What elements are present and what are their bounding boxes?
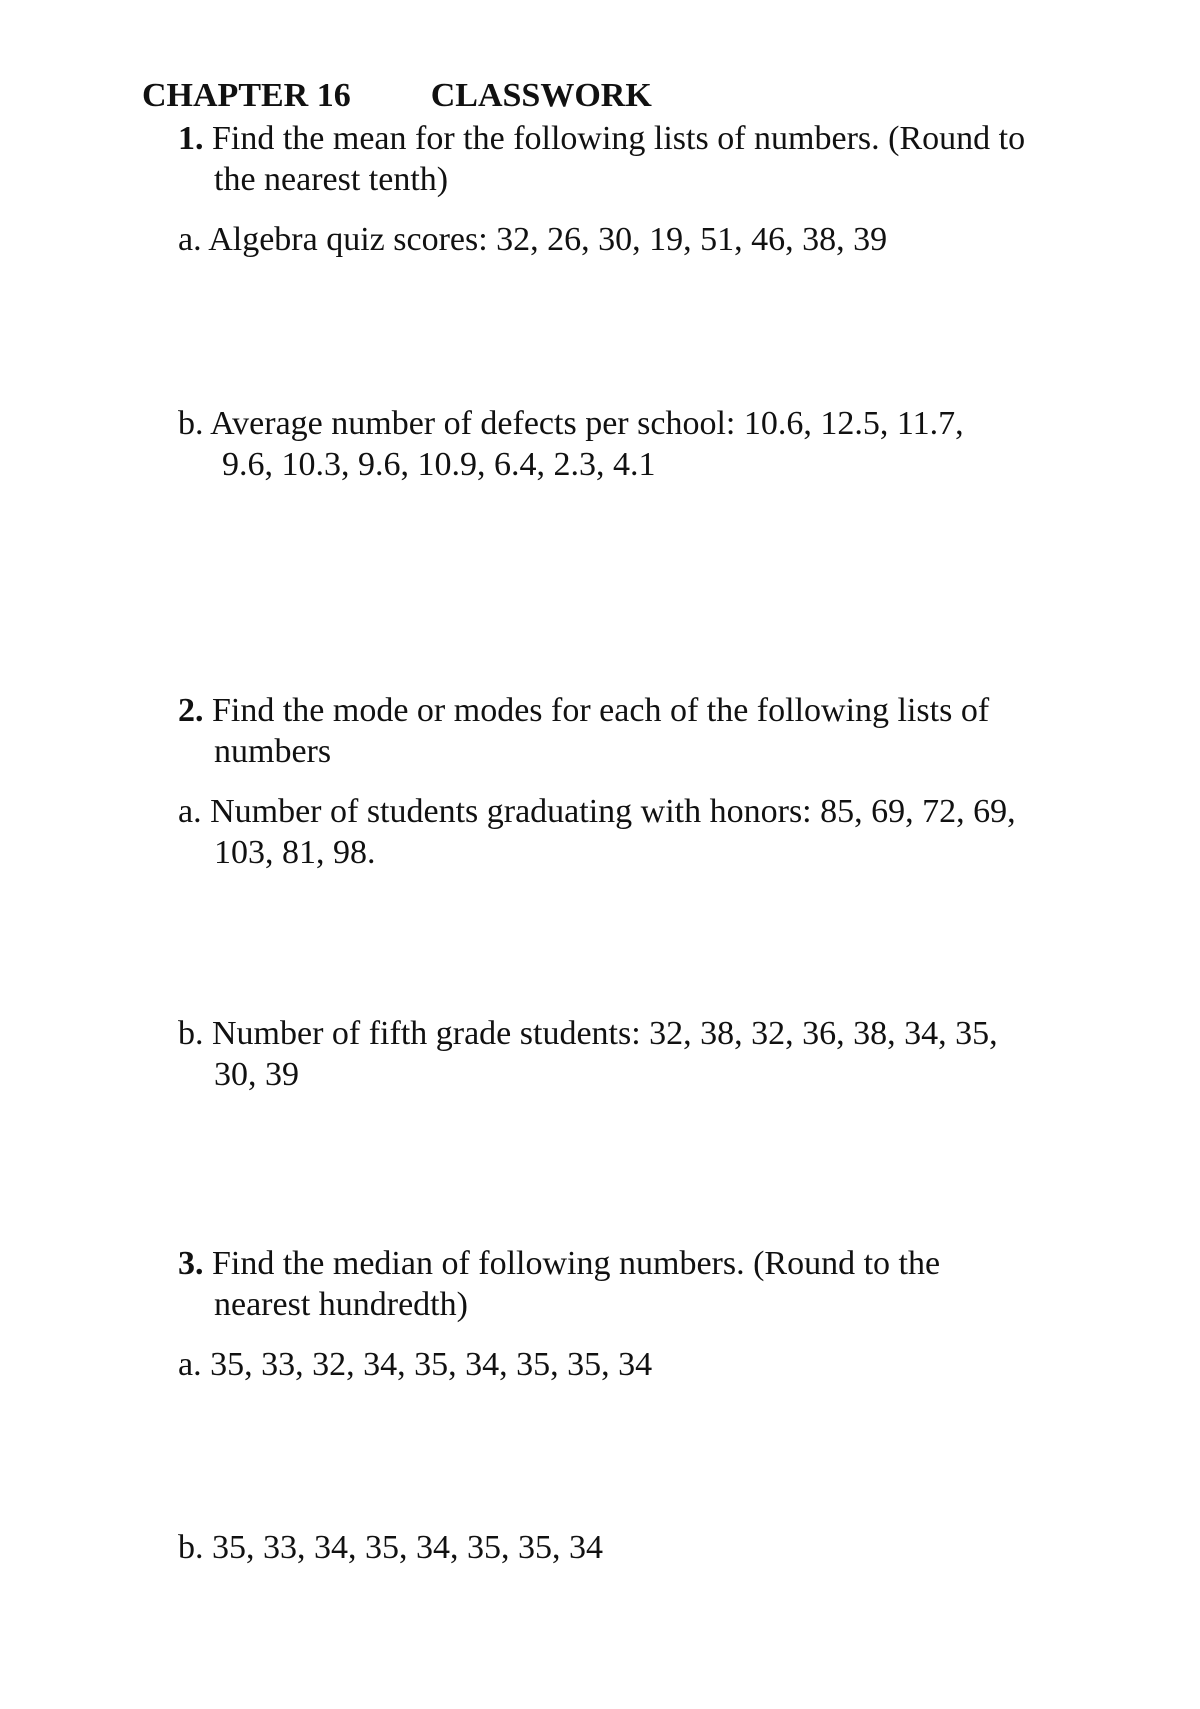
question-1-text-line1: Find the mean for the following lists of numbers. (Round to (212, 120, 1026, 157)
question-1a (178, 219, 1078, 260)
question-3-prompt (178, 1243, 1078, 1325)
page-header (142, 76, 652, 116)
question-3-text-line1: Find the median of following numbers. (Round to the (212, 1245, 941, 1282)
question-3-number: 3. (178, 1245, 204, 1282)
question-2-prompt (178, 690, 1078, 772)
question-2a (178, 791, 1078, 873)
question-3a-text: a. 35, 33, 32, 34, 35, 34, 35, 35, 34 (178, 1346, 653, 1383)
question-2b (178, 1013, 1078, 1095)
question-2-number: 2. (178, 692, 204, 729)
question-1a-text: a. Algebra quiz scores: 32, 26, 30, 19, 51, 46, 38, 39 (178, 221, 888, 258)
question-2b-text-line1: b. Number of fifth grade students: 32, 38, 32, 36, 38, 34, 35, (178, 1015, 998, 1052)
question-2-text-line2: numbers (214, 733, 332, 770)
question-1-number: 1. (178, 120, 204, 157)
question-1-text-line2: the nearest tenth) (214, 161, 449, 198)
question-2a-text-line2: 103, 81, 98. (214, 834, 376, 871)
question-2-text-line1: Find the mode or modes for each of the following lists of (212, 692, 990, 729)
question-3a (178, 1344, 1078, 1385)
question-2b-text-line2: 30, 39 (214, 1056, 299, 1093)
question-1-prompt (178, 118, 1078, 200)
question-3b-text: b. 35, 33, 34, 35, 34, 35, 35, 34 (178, 1529, 603, 1566)
question-1b-text-line2: 9.6, 10.3, 9.6, 10.9, 6.4, 2.3, 4.1 (222, 446, 656, 483)
classwork-title: CLASSWORK (430, 77, 652, 114)
question-1b (178, 403, 1078, 485)
chapter-label: CHAPTER 16 (142, 77, 351, 114)
question-2a-text-line1: a. Number of students graduating with honors: 85, 69, 72, 69, (178, 793, 1016, 830)
question-3b (178, 1527, 1078, 1568)
question-1b-text-line1: b. Average number of defects per school: 10.6, 12.5, 11.7, (178, 405, 964, 442)
question-3-text-line2: nearest hundredth) (214, 1286, 468, 1323)
